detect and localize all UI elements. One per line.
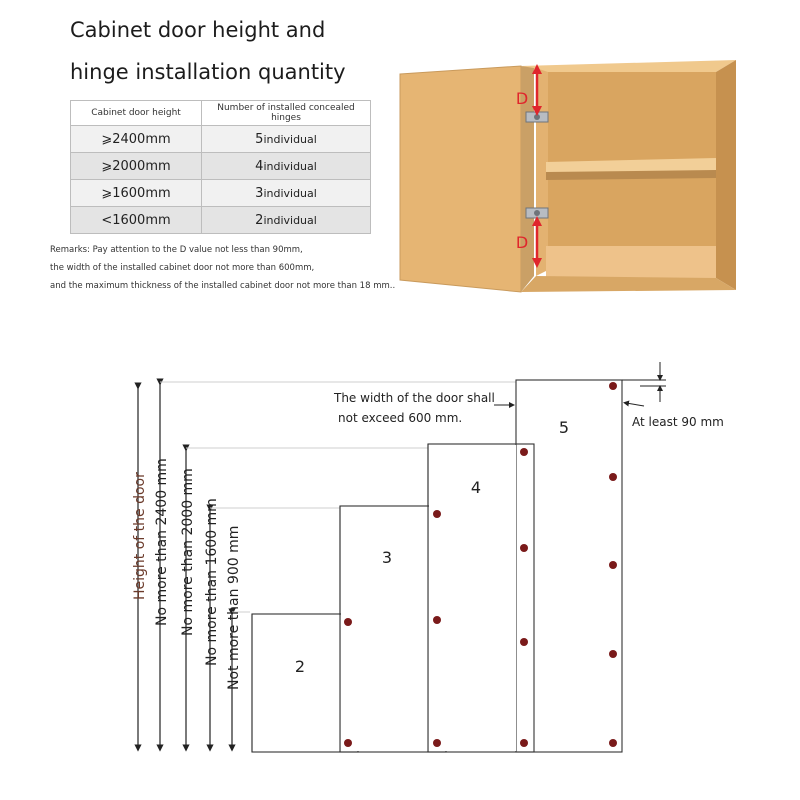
d-label-upper: D <box>515 89 529 108</box>
width-note-line-2: not exceed 600 mm. <box>338 411 463 425</box>
row-height: ⩾1600mm <box>71 180 202 207</box>
hinge-dot <box>520 448 528 456</box>
door-label-5: 5 <box>558 418 570 437</box>
label-height-of-door: Height of the door <box>132 472 148 600</box>
hinge-dot <box>520 739 528 747</box>
header-hinge-count: Number of installed concealed hinges <box>202 101 371 126</box>
table-row <box>71 126 371 153</box>
hinge-dot <box>609 382 617 390</box>
d-label-lower: D <box>515 233 529 252</box>
row-count: 4 <box>255 158 264 174</box>
row-count-cell <box>202 153 371 180</box>
label-not-more-900: Not more than 900 mm <box>226 525 242 690</box>
hinge-dot <box>609 650 617 658</box>
row-unit: individual <box>263 213 317 227</box>
table-header-row <box>71 101 371 126</box>
row-count-cell <box>202 180 371 207</box>
cabinet-illustration <box>396 50 741 300</box>
label-no-more-2400: No more than 2400 mm <box>154 458 170 626</box>
hinge-dot <box>344 739 352 747</box>
row-unit: individual <box>263 186 317 200</box>
spacing-note-arrow <box>626 403 644 406</box>
hinge-dot <box>520 544 528 552</box>
width-note-line-1: The width of the door shall <box>334 391 495 405</box>
label-no-more-2000: No more than 2000 mm <box>180 468 196 636</box>
hinge-dot <box>609 473 617 481</box>
cabinet-top <box>521 60 736 72</box>
cabinet-right-side <box>716 60 736 290</box>
row-count: 5 <box>255 131 264 147</box>
spacing-note: At least 90 mm <box>632 415 724 429</box>
row-unit: individual <box>263 132 317 146</box>
door-label-3: 3 <box>381 548 393 567</box>
hinge-dot <box>609 561 617 569</box>
hinge-dot <box>520 638 528 646</box>
remark-line-3: and the maximum thickness of the installed cabinet door not more than 18 mm.. <box>50 281 396 291</box>
remark-line-2: the width of the installed cabinet door not more than 600mm, <box>50 263 315 273</box>
row-unit: individual <box>263 159 317 173</box>
row-height: <1600mm <box>71 207 202 234</box>
title-line-2: hinge installation quantity <box>70 60 346 84</box>
hinge-dot <box>433 510 441 518</box>
hinge-dot <box>433 739 441 747</box>
row-count: 3 <box>255 185 264 201</box>
table-row <box>71 180 371 207</box>
table-row <box>71 153 371 180</box>
table-row <box>71 207 371 234</box>
remark-line-1: Remarks: Pay attention to the D value not less than 90mm, <box>50 245 303 255</box>
cabinet-door <box>400 66 521 292</box>
hinge-table <box>70 100 371 234</box>
row-height: ⩾2400mm <box>71 126 202 153</box>
label-no-more-1600: No more than 1600 mm <box>204 498 220 666</box>
hinge-dot <box>344 618 352 626</box>
door-label-4: 4 <box>470 478 482 497</box>
title-line-1: Cabinet door height and <box>70 18 326 42</box>
row-count-cell <box>202 207 371 234</box>
row-count-cell <box>202 126 371 153</box>
row-count: 2 <box>255 212 264 228</box>
door-hinge-diagram <box>0 330 800 800</box>
door-label-2: 2 <box>294 657 306 676</box>
door-2-cover <box>253 615 340 751</box>
door-3-cover <box>341 507 428 751</box>
cabinet-bottom-front <box>521 276 736 292</box>
header-door-height: Cabinet door height <box>71 101 202 126</box>
hinge-dot <box>433 616 441 624</box>
cabinet-bottom <box>546 246 716 278</box>
row-height: ⩾2000mm <box>71 153 202 180</box>
hinge-dot <box>609 739 617 747</box>
